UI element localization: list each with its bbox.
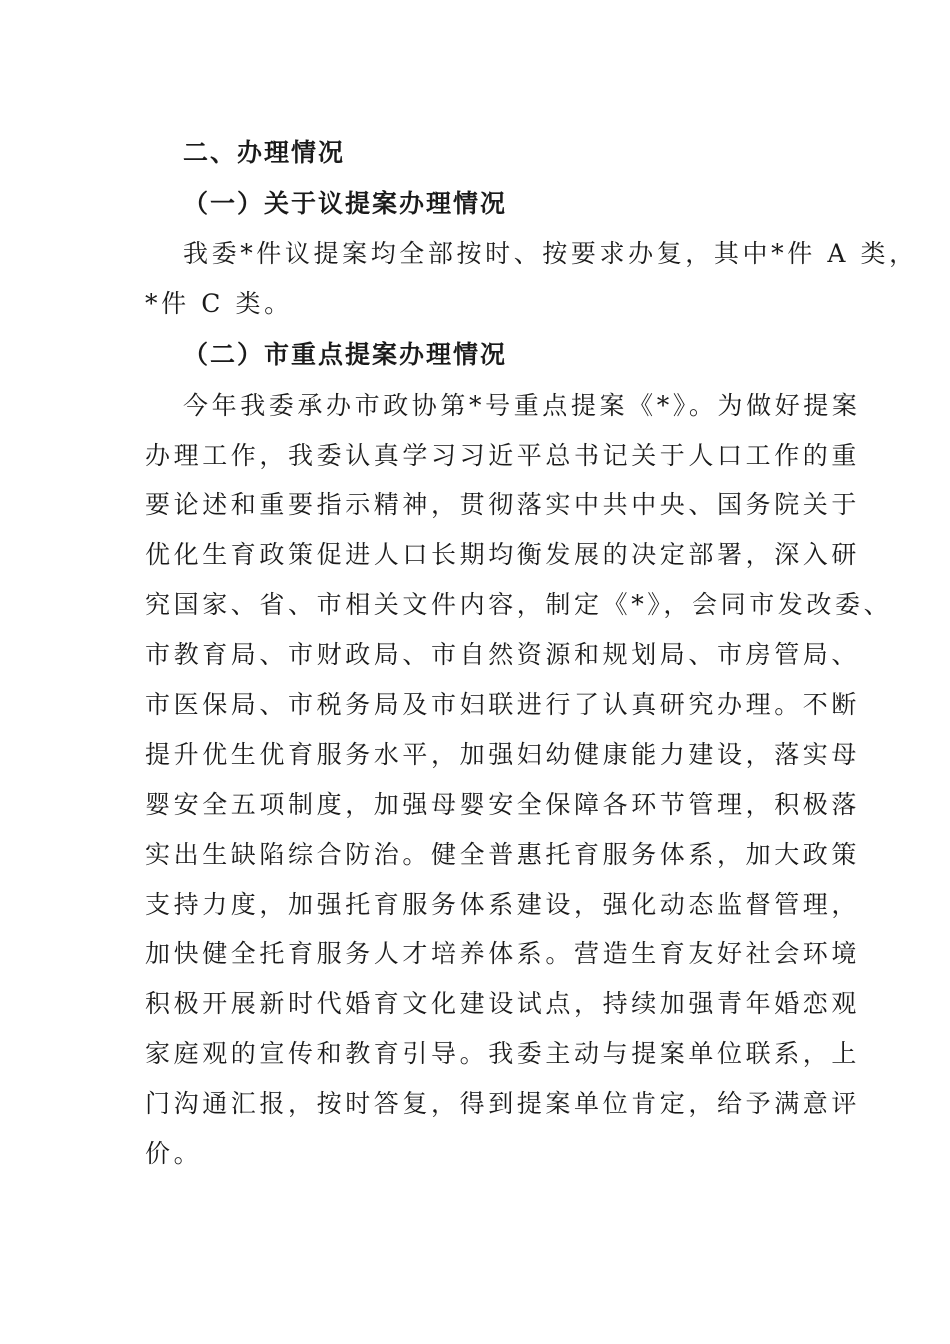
paragraph-line: 要论述和重要指示精神，贯彻落实中共中央、国务院关于: [145, 490, 861, 519]
paragraph-line: 市教育局、市财政局、市自然资源和规划局、市房管局、: [145, 640, 861, 669]
paragraph-line: 优化生育政策促进人口长期均衡发展的决定部署，深入研: [145, 540, 861, 569]
paragraph-line: 究国家、省、市相关文件内容，制定《*》，会同市发改委、: [145, 590, 893, 619]
paragraph-line: 门沟通汇报，按时答复，得到提案单位肯定，给予满意评: [145, 1089, 861, 1118]
paragraph-line: 提升优生优育服务水平，加强妇幼健康能力建设，落实母: [145, 740, 861, 769]
paragraph-line: 实出生缺陷综合防治。健全普惠托育服务体系，加大政策: [145, 840, 861, 869]
paragraph-line: 加快健全托育服务人才培养体系。营造生育友好社会环境: [145, 939, 861, 968]
paragraph-line: 今年我委承办市政协第*号重点提案《*》。为做好提案: [183, 391, 861, 420]
subsection-1-heading: （一）关于议提案办理情况: [183, 189, 508, 218]
paragraph-line: 家庭观的宣传和教育引导。我委主动与提案单位联系，上: [145, 1039, 861, 1068]
subsection-2-heading: （二）市重点提案办理情况: [183, 340, 508, 369]
paragraph-line: 价。: [145, 1139, 203, 1168]
paragraph-line: 婴安全五项制度，加强母婴安全保障各环节管理，积极落: [145, 790, 861, 819]
paragraph-line: *件 C 类。: [145, 289, 293, 318]
paragraph-line: 市医保局、市税务局及市妇联进行了认真研究办理。不断: [145, 690, 861, 719]
paragraph-line: 我委*件议提案均全部按时、按要求办复，其中*件 A 类，: [183, 239, 918, 268]
paragraph-line: 积极开展新时代婚育文化建设试点，持续加强青年婚恋观: [145, 989, 861, 1018]
paragraph-line: 支持力度，加强托育服务体系建设，强化动态监督管理，: [145, 890, 861, 919]
paragraph-line: 办理工作，我委认真学习习近平总书记关于人口工作的重: [145, 441, 861, 470]
section-title: 二、办理情况: [183, 138, 346, 167]
